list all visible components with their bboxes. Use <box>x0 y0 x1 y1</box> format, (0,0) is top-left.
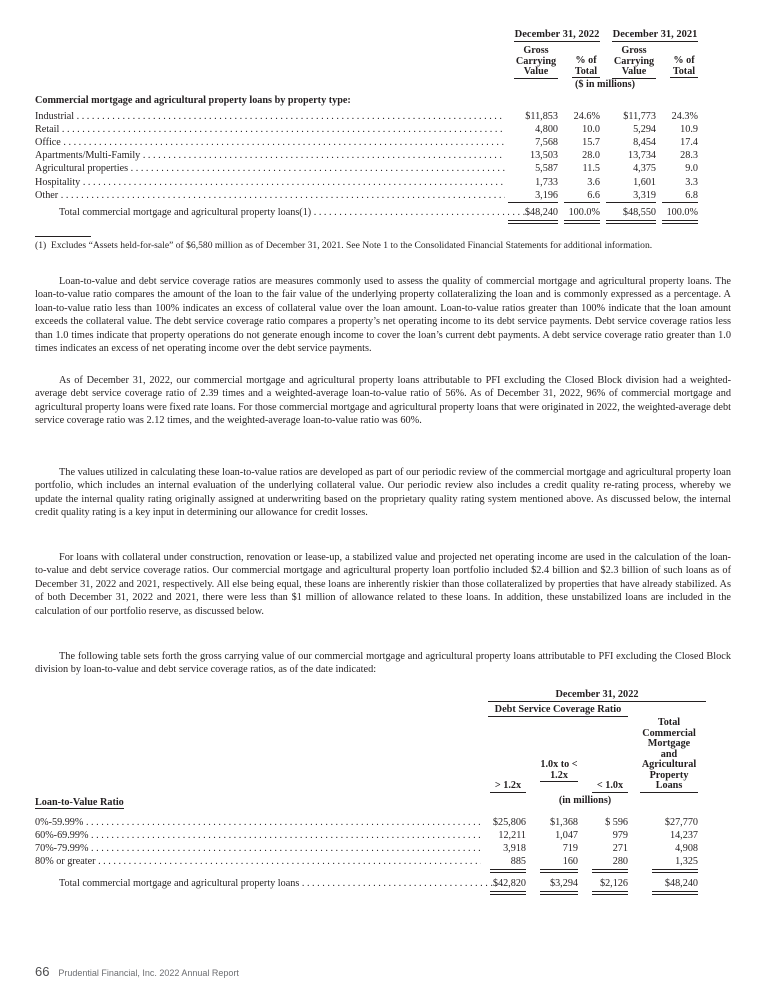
paragraph-unstabilized-loans: For loans with collateral under construction, renovation or lease-up, a stabilized value and projected net operating income are used in the calculation of the loan-to-value and debt service coverage ratios. Our commercial mortgage and agricultural property loan portfolio included $2.4 billion and $2.3 billion of such loans as of December 31, 2022 and 2021, respectively. All else being equal, these loans are inherently riskier than those collateralized by properties that have already stabilized. As of both December 31, 2022 and 2021, there were less than $1 million of allowance related to these loans. In addition, these unstabilized loans are included in the calculation of our portfolio reserve, as discussed below. <box>35 552 731 617</box>
row-label: 60%-69.99% . . . <box>35 829 481 842</box>
paragraph-ltv-dscr-definition: Loan-to-value and debt service coverage ratios are measures commonly used to assess the quality of commercial mortgage and agricultural property loans. The loan-to-value ratio compares the amount of the loan to the fair value of the underlying property collateralizing the loan and is commonly expressed as a percentage. A loan-to-value ratio less than 100% indicates an excess of collateral value over the loan amount. Loan-to-value ratios greater than 100% indicate that the loan amount exceeds the collateral value. The debt service coverage ratio compares a property’s net operating income to its debt service payments. Debt service coverage ratios less than 1.0 times indicate that property operations do not generate enough income to cover the loan’s current debt payments. A debt service coverage ratio greater than 1.0 times indicates an excess of net operating income over the debt service payments. <box>35 276 731 355</box>
table2-units-label: (in millions) <box>558 795 612 806</box>
ltv-row-header: Loan-to-Value Ratio <box>35 797 124 808</box>
row-label: Apartments/Multi-Family . . . <box>35 149 505 162</box>
row-label: Industrial . . . <box>35 110 505 123</box>
table-row <box>35 136 735 149</box>
cell-value: 5,587 <box>535 163 558 174</box>
table-row <box>35 149 735 162</box>
cell-value: $3,294 <box>549 878 578 889</box>
cell-value: 4,908 <box>675 843 698 854</box>
row-label: 0%-59.99% . . . <box>35 816 481 829</box>
cell-value: 6.8 <box>662 189 698 203</box>
cell-value: 3,319 <box>606 189 656 203</box>
double-underline <box>662 220 698 224</box>
table-row <box>35 123 735 136</box>
cell-value: 885 <box>510 856 526 867</box>
table-row <box>35 816 735 829</box>
cell-value: 280 <box>612 856 628 867</box>
cell-value: $ 596 <box>605 817 628 828</box>
cell-value: 11.5 <box>582 163 600 174</box>
paragraph-weighted-averages: As of December 31, 2022, our commercial mortgage and agricultural property loans attributable to PFI excluding the Closed Block division had a weighted-average debt service coverage ratio of 2.39 times and a weighted-average loan-to-value ratio of 56%. As of December 31, 2022, 96% of commercial mortgage and agricultural property loans were fixed rate loans. For those commercial mortgage and agricultural property loans that were originated in 2022, the weighted-average debt service coverage ratio was 2.12 times, and the weighted-average loan-to-value ratio was 60%. <box>35 375 731 427</box>
cell-value: 7,568 <box>535 137 558 148</box>
cell-value: 24.3% <box>671 111 698 122</box>
cell-value: $27,770 <box>664 817 698 828</box>
cell-value: 13,503 <box>529 150 558 161</box>
cell-value: $2,126 <box>599 878 628 889</box>
row-label: Agricultural properties . . . <box>35 162 505 175</box>
table-row <box>35 189 735 202</box>
double-underline <box>652 891 698 895</box>
paragraph-periodic-review: The values utilized in calculating these loan-to-value ratios are developed as part of our periodic review of the commercial mortgage and agricultural property loan portfolio, which includes an internal evaluation of the underlying collateral value. Our periodic review also includes a credit quality re-rating process, whereby we update the internal quality rating originally assigned at underwriting based on the proprietary quality rating system mentioned above. As discussed below, the internal credit quality rating is a key input in determining our allowance for credit losses. <box>35 467 731 519</box>
col-header-total: Total Commercial Mortgage and Agricultural Property Loans <box>641 717 697 791</box>
col-group-2022: December 31, 2022 <box>514 29 600 40</box>
cell-value: 100.0% <box>666 207 698 218</box>
cell-value: 4,800 <box>535 124 558 135</box>
footer-text: Prudential Financial, Inc. 2022 Annual Report <box>58 968 239 978</box>
table-row <box>35 829 735 842</box>
table-row <box>35 162 735 175</box>
table-row <box>35 855 735 868</box>
cell-value: $48,240 <box>524 207 558 218</box>
cell-value: 1,733 <box>535 177 558 188</box>
cell-value: 24.6% <box>573 111 600 122</box>
cell-value: 4,375 <box>633 163 656 174</box>
col-header-pct-2021: % of Total <box>670 56 698 78</box>
paragraph-table-intro: The following table sets forth the gross carrying value of our commercial mortgage and agricultural property loans attributable to PFI excluding the Closed Block division by loan-to-value and debt service coverage ratios, as of the date indicated: <box>35 651 731 676</box>
cell-value: $42,820 <box>492 878 526 889</box>
cell-value: 9.0 <box>685 163 698 174</box>
table-row <box>35 842 735 855</box>
cell-value: 100.0% <box>568 207 600 218</box>
cell-value: $25,806 <box>492 817 526 828</box>
footnote-text: Excludes “Assets held-for-sale” of $6,580 million as of December 31, 2021. See Note 1 to the Consolidated Financial Statements for additional information. <box>51 240 653 251</box>
col-header-1-0x-to-1-2x: 1.0x to < 1.2x <box>540 759 578 781</box>
col-header-gt-1-2x: > 1.2x <box>490 781 526 793</box>
cell-value: 1,601 <box>633 177 656 188</box>
page-footer <box>35 964 239 979</box>
footnote <box>35 240 731 253</box>
footnote-rule <box>35 236 91 237</box>
double-underline <box>508 220 558 224</box>
cell-value: 979 <box>612 830 628 841</box>
double-underline <box>540 891 578 895</box>
cell-value: 8,454 <box>633 137 656 148</box>
cell-value: $48,240 <box>664 878 698 889</box>
table-row <box>35 176 735 189</box>
units-label: ($ in millions) <box>574 79 635 90</box>
cell-value: $1,368 <box>549 817 578 828</box>
row-label: Office . . . <box>35 136 505 149</box>
double-underline <box>490 869 526 873</box>
dscr-group-header: Debt Service Coverage Ratio <box>488 705 628 717</box>
cell-value: $11,853 <box>525 111 558 122</box>
col-header-gross-2021: Gross Carrying Value <box>613 45 655 77</box>
cell-value: 10.0 <box>582 124 600 135</box>
double-underline <box>564 220 600 224</box>
col-header-lt-1-0x: < 1.0x <box>592 781 628 793</box>
cell-value: 13,734 <box>627 150 656 161</box>
double-underline <box>540 869 578 873</box>
row-label: Retail . . . <box>35 123 505 136</box>
row-label: Hospitality . . . <box>35 176 505 189</box>
cell-value: 5,294 <box>633 124 656 135</box>
cell-value: 12,211 <box>498 830 526 841</box>
cell-value: 17.4 <box>680 137 698 148</box>
row-label: 70%-79.99% . . . <box>35 842 481 855</box>
col-group-2021: December 31, 2021 <box>612 29 698 40</box>
col-header-gross-2022: Gross Carrying Value <box>515 45 557 77</box>
table2-date-header: December 31, 2022 <box>488 690 706 702</box>
cell-value: 1,047 <box>555 830 578 841</box>
row-label: Other . . . <box>35 189 505 202</box>
footnote-marker: (1) <box>35 240 47 251</box>
cell-value: 160 <box>562 856 578 867</box>
cell-value: 28.0 <box>582 150 600 161</box>
row-label: 80% or greater . . . <box>35 855 481 868</box>
double-underline <box>606 220 656 224</box>
cell-value: 6.6 <box>564 189 600 203</box>
page-number: 66 <box>35 964 50 979</box>
cell-value: 10.9 <box>680 124 698 135</box>
cell-value: 1,325 <box>675 856 698 867</box>
table-row <box>35 110 735 123</box>
cell-value: 271 <box>612 843 628 854</box>
cell-value: 3,196 <box>508 189 558 203</box>
cell-value: $11,773 <box>623 111 656 122</box>
cell-value: 15.7 <box>582 137 600 148</box>
cell-value: 14,237 <box>669 830 698 841</box>
cell-value: 3.3 <box>685 177 698 188</box>
cell-value: 3,918 <box>503 843 526 854</box>
cell-value: $48,550 <box>622 207 656 218</box>
col-header-pct-2022: % of Total <box>572 56 600 78</box>
double-underline <box>490 891 526 895</box>
cell-value: 3.6 <box>587 177 600 188</box>
cell-value: 28.3 <box>680 150 698 161</box>
double-underline <box>592 869 628 873</box>
total-row <box>35 206 735 219</box>
section-title: Commercial mortgage and agricultural property loans by property type: <box>35 95 351 106</box>
total-row <box>35 877 735 890</box>
row-label: Total commercial mortgage and agricultural property loans . . . <box>35 877 505 890</box>
row-label: Total commercial mortgage and agricultural property loans(1) . . . <box>35 206 529 219</box>
cell-value: 719 <box>562 843 578 854</box>
double-underline <box>652 869 698 873</box>
double-underline <box>592 891 628 895</box>
